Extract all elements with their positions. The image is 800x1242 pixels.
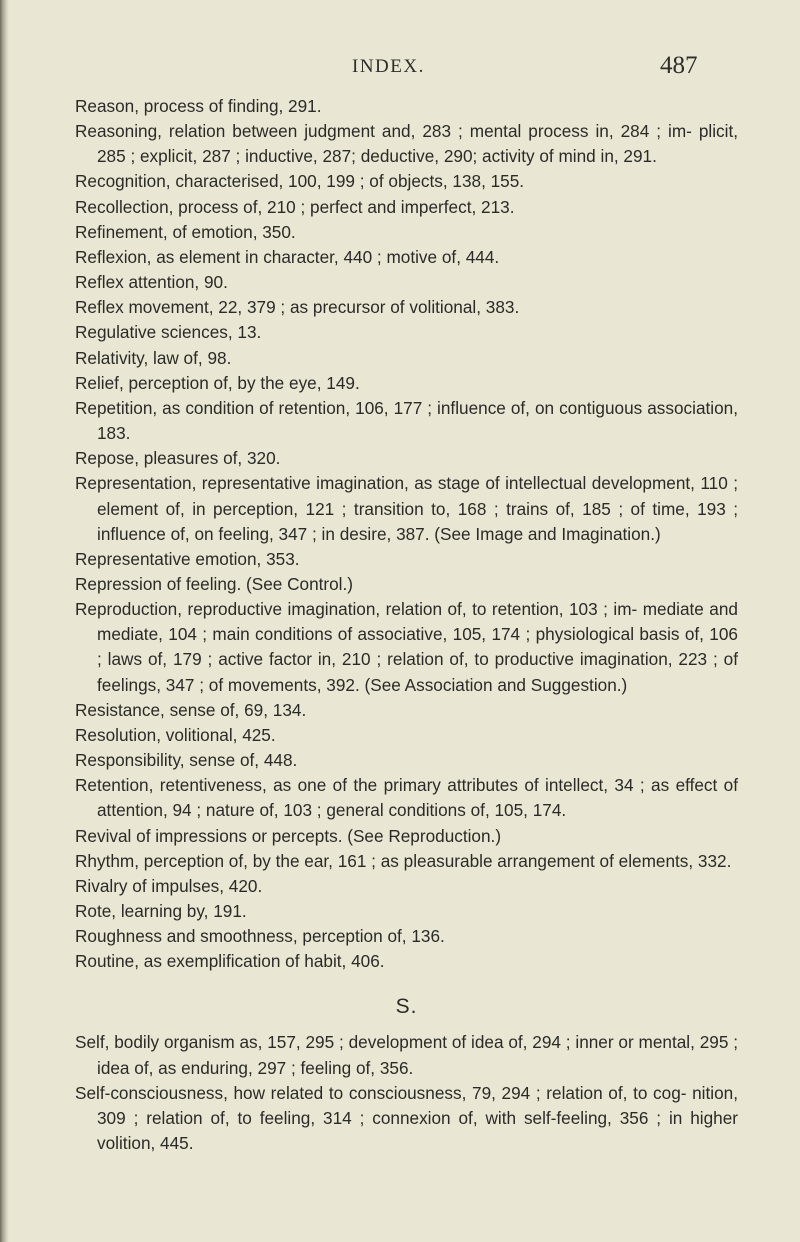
index-entry: Self-consciousness, how related to consciousness, 79, 294 ; relation of, to cog- nition, 309 ; relation of, to feeling, 314 ; connexion of, with self-feeling, 356 ; in higher volition, 445.: [75, 1082, 738, 1154]
index-entry: Responsibility, sense of, 448.: [75, 750, 298, 771]
index-entry: Rivalry of impulses, 420.: [75, 875, 263, 896]
index-entry: Revival of impressions or percepts. (See Reproduction.): [75, 825, 502, 846]
index-entry: Repression of feeling. (See Control.): [75, 573, 354, 594]
running-title: INDEX.: [352, 56, 425, 77]
index-entry: Routine, as exemplification of habit, 406.: [75, 951, 385, 972]
index-entry: Reflex movement, 22, 379 ; as precursor of volitional, 383.: [75, 297, 520, 318]
index-entry: Reflexion, as element in character, 440 ; motive of, 444.: [75, 246, 500, 267]
page-header: [0, 52, 800, 82]
index-entry: Reproduction, reproductive imagination, relation of, to retention, 103 ; im- mediate and mediate, 104 ; main conditions of associative, 105, 174 ; physiological basis of, 106 ; laws of, 179 ; active factor in, 210 ; relation of, to productive imagination, 223 ; of feelings, 347 ; of movements, 392. (See Association and Suggestion.): [75, 599, 738, 695]
index-entry: Representation, representative imagination, as stage of intellectual development, 110 ; element of, in perception, 121 ; transition to, 168 ; trains of, 185 ; of time, 193 ; influence of, on feeling, 347 ; in desire, 387. (See Image and Imagination.): [75, 473, 738, 544]
index-entry: Rote, learning by, 191.: [75, 901, 247, 921]
index-content: [75, 94, 738, 1156]
book-binding-edge: [0, 0, 9, 1242]
index-entry: Relativity, law of, 98.: [75, 347, 232, 368]
index-entry: Resolution, volitional, 425.: [75, 724, 276, 745]
index-entry: Resistance, sense of, 69, 134.: [75, 699, 307, 720]
index-entry: Repetition, as condition of retention, 106, 177 ; influence of, on contiguous association, 183.: [75, 397, 738, 444]
index-entry: Reasoning, relation between judgment and, 283 ; mental process in, 284 ; im- plicit, 285 ; explicit, 287 ; inductive, 287; deductive, 290; activity of mind in, 291.: [75, 121, 738, 167]
index-entry: Repose, pleasures of, 320.: [75, 448, 281, 469]
page-number: 487: [660, 52, 698, 79]
index-entries-s: [75, 1030, 738, 1156]
index-entry: Representative emotion, 353.: [75, 548, 300, 569]
index-entry: Relief, perception of, by the eye, 149.: [75, 372, 360, 393]
index-entry: Rhythm, perception of, by the ear, 161 ; as pleasurable arrangement of elements, 332.: [75, 850, 732, 871]
section-letter-s: S.: [395, 995, 418, 1019]
index-entry: Reason, process of finding, 291.: [75, 96, 322, 116]
index-entry: Self, bodily organism as, 157, 295 ; development of idea of, 294 ; inner or mental, 295 ; idea of, as enduring, 297 ; feeling of, 356.: [75, 1032, 738, 1078]
index-entry: Reflex attention, 90.: [75, 272, 228, 293]
index-entry: Regulative sciences, 13.: [75, 322, 262, 343]
index-entry: Retention, retentiveness, as one of the primary attributes of intellect, 34 ; as effect of attention, 94 ; nature of, 103 ; general conditions of, 105, 174.: [75, 775, 738, 821]
index-entry: Roughness and smoothness, perception of, 136.: [75, 926, 445, 947]
index-entry: Recollection, process of, 210 ; perfect and imperfect, 213.: [75, 196, 515, 217]
index-entries-r: [75, 94, 738, 974]
index-entry: Refinement, of emotion, 350.: [75, 221, 296, 242]
index-entry: Recognition, characterised, 100, 199 ; of objects, 138, 155.: [75, 171, 525, 192]
